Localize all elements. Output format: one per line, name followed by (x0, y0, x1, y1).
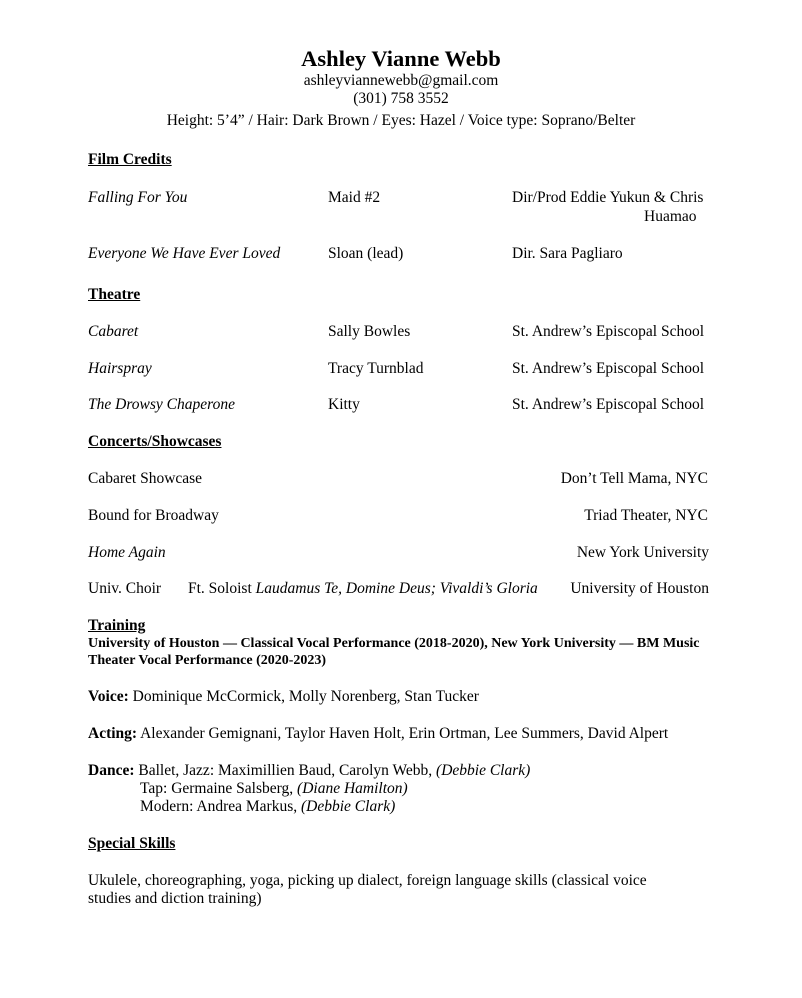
theatre-role: Kitty (328, 396, 360, 413)
concert-title: Home Again (88, 544, 166, 561)
film-title: Everyone We Have Ever Loved (88, 245, 281, 262)
concert-venue: Don’t Tell Mama, NYC (560, 470, 708, 487)
dance-line-1-italic: (Debbie Clark) (436, 762, 531, 779)
acting-text: Alexander Gemignani, Taylor Haven Holt, Erin Ortman, Lee Summers, David Alpert (140, 725, 669, 742)
film-credit-continued: Huamao (644, 208, 697, 225)
dance-line-3: Modern: Andrea Markus, (140, 798, 298, 815)
contact-phone: (301) 758 3552 (353, 90, 449, 107)
dance-line-2-italic: (Diane Hamilton) (297, 780, 408, 797)
theatre-venue: St. Andrew’s Episcopal School (512, 360, 705, 377)
film-role: Maid #2 (328, 189, 381, 206)
voice-text: Dominique McCormick, Molly Norenberg, Stan Tucker (132, 688, 479, 705)
dance-line-1: Ballet, Jazz: Maximillien Baud, Carolyn Webb, (138, 762, 433, 779)
resume-name: Ashley Vianne Webb (301, 46, 501, 71)
theatre-heading: Theatre (88, 286, 141, 303)
film-credit: Dir/Prod Eddie Yukun & Chris (512, 189, 704, 206)
concert-venue: New York University (576, 544, 709, 561)
dance-teachers (88, 762, 530, 781)
training-heading: Training (88, 617, 146, 634)
dance-line-2: Tap: Germaine Salsberg, (140, 780, 294, 797)
physical-stats: Height: 5’4” / Hair: Dark Brown / Eyes: Hazel / Voice type: Soprano/Belter (166, 112, 636, 129)
theatre-title: The Drowsy Chaperone (88, 396, 235, 413)
dance-tap (140, 780, 408, 799)
acting-teachers (88, 725, 668, 744)
concerts-heading: Concerts/Showcases (88, 433, 222, 450)
film-title: Falling For You (88, 189, 188, 206)
special-skills-text: Ukulele, choreographing, yoga, picking up dialect, foreign language skills (classical voice studies and diction training) (88, 872, 647, 907)
concert-title: Bound for Broadway (88, 507, 219, 524)
voice-label: Voice: (88, 688, 129, 705)
theatre-role: Tracy Turnblad (328, 360, 424, 377)
theatre-title: Hairspray (88, 360, 152, 377)
concert-venue: Triad Theater, NYC (584, 507, 708, 524)
choir-soloist (188, 580, 538, 599)
dance-label: Dance: (88, 762, 135, 779)
dance-line-3-italic: (Debbie Clark) (301, 798, 396, 815)
training-summary: University of Houston — Classical Vocal Performance (2018-2020), New York University — BM Music Theater Vocal Performance (2020-2023) (88, 636, 700, 668)
film-role: Sloan (lead) (328, 245, 404, 262)
film-credits-heading: Film Credits (88, 151, 172, 168)
special-skills-heading: Special Skills (88, 835, 176, 852)
voice-teachers (88, 688, 479, 707)
dance-modern (140, 798, 395, 817)
contact-email: ashleyviannewebb@gmail.com (303, 72, 499, 89)
choir-pieces: Laudamus Te, Domine Deus; Vivaldi’s Gloria (255, 580, 538, 597)
theatre-role: Sally Bowles (328, 323, 411, 340)
theatre-venue: St. Andrew’s Episcopal School (512, 396, 705, 413)
theatre-title: Cabaret (88, 323, 139, 340)
choir-soloist-prefix: Ft. Soloist (188, 580, 252, 597)
acting-label: Acting: (88, 725, 138, 742)
concert-title: Cabaret Showcase (88, 470, 203, 487)
theatre-venue: St. Andrew’s Episcopal School (512, 323, 705, 340)
choir-venue: University of Houston (570, 580, 709, 597)
film-credit: Dir. Sara Pagliaro (512, 245, 623, 262)
choir-title: Univ. Choir (88, 580, 162, 597)
